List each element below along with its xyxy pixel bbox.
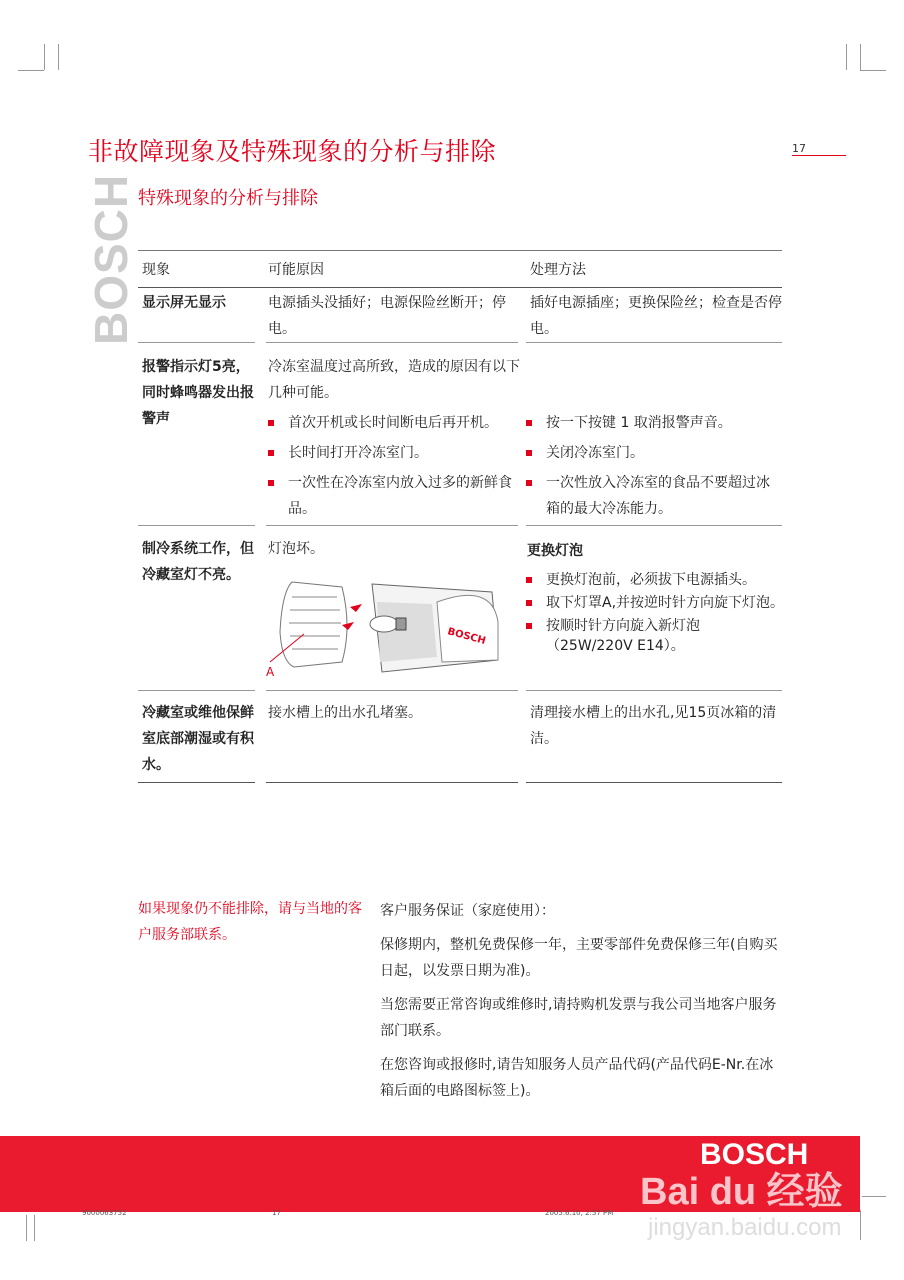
list-item <box>524 470 782 522</box>
list-item <box>266 470 520 522</box>
footer-code: 9000063752 <box>82 1209 127 1217</box>
item-text: 取下灯罩A,并按逆时针方向旋下灯泡。 <box>546 595 785 611</box>
header-symptom: 现象 <box>142 262 170 278</box>
bullet-icon <box>526 577 532 583</box>
list-item <box>266 440 520 466</box>
header-cause: 可能原因 <box>268 262 324 278</box>
item-text: 首次开机或长时间断电后再开机。 <box>288 415 498 431</box>
solution-list <box>524 410 782 526</box>
row-rule <box>266 690 518 691</box>
crop-mark <box>18 70 44 71</box>
header-rule <box>138 287 782 288</box>
list-item <box>524 616 786 656</box>
footer-logo: BOSCH <box>700 1138 809 1171</box>
solution-text: 清理接水槽上的出水孔,见15页冰箱的清洁。 <box>530 705 777 747</box>
bullet-icon <box>526 420 532 426</box>
cause-text: 灯泡坏。 <box>268 541 324 557</box>
bullet-icon <box>526 600 532 606</box>
bullet-icon <box>526 450 532 456</box>
crop-mark <box>44 44 45 70</box>
list-item <box>524 410 782 436</box>
figure-label: A <box>266 665 275 679</box>
symptom-text: 制冷系统工作，但冷藏室灯不亮。 <box>142 541 254 583</box>
symptom-text: 报警指示灯5亮，同时蜂鸣器发出报警声 <box>142 359 254 427</box>
bullet-icon <box>268 450 274 456</box>
service-paragraph: 保修期内，整机免费保修一年，主要零部件免费保修三年(自购买日起，以发票日期为准)。 <box>380 937 778 979</box>
crop-mark <box>26 1215 27 1241</box>
service-paragraph: 当您需要正常咨询或维修时,请持购机发票与我公司当地客户服务部门联系。 <box>380 997 777 1039</box>
illustration-brand: BOSCH <box>446 626 487 648</box>
item-text: 关闭冷冻室门。 <box>546 445 644 461</box>
service-paragraph: 在您咨询或报修时,请告知服务人员产品代码(产品代码E-Nr.在冰箱后面的电路图标签上)。 <box>380 1057 774 1099</box>
crop-mark <box>860 1210 861 1240</box>
solution-text: 插好电源插座；更换保险丝；检查是否停电。 <box>530 295 782 337</box>
list-item <box>266 410 520 436</box>
row-rule <box>266 342 518 343</box>
item-text: 按顺时针方向旋入新灯泡（25W/220V E14）。 <box>546 618 700 654</box>
bullet-icon <box>526 480 532 486</box>
crop-mark <box>860 70 886 71</box>
solution-title: 更换灯泡 <box>527 543 583 559</box>
solution-list <box>524 570 786 659</box>
watermark-url: jingyan.baidu.com <box>648 1214 842 1241</box>
watermark: Bai du 经验 <box>640 1171 843 1213</box>
lamp-cover-illustration <box>262 562 512 682</box>
item-text: 一次性放入冷冻室的食品不要超过冰箱的最大冷冻能力。 <box>546 475 770 517</box>
row-rule <box>138 690 255 691</box>
row-rule <box>138 525 255 526</box>
bullet-icon <box>526 623 532 629</box>
symptom-text: 显示屏无显示 <box>142 295 226 311</box>
header-solution: 处理方法 <box>530 262 586 278</box>
table-bottom-rule <box>138 782 255 783</box>
crop-mark <box>34 1215 35 1241</box>
bullet-icon <box>268 480 274 486</box>
service-title: 客户服务保证（家庭使用）： <box>380 903 555 919</box>
table-top-rule <box>138 250 782 251</box>
crop-mark <box>58 44 59 70</box>
cause-text: 接水槽上的出水孔堵塞。 <box>268 705 422 721</box>
section-subtitle: 特殊现象的分析与排除 <box>138 188 318 209</box>
item-text: 按一下按键 1 取消报警声音。 <box>546 415 732 431</box>
item-text: 更换灯泡前，必须拔下电源插头。 <box>546 572 756 588</box>
service-guarantee <box>380 898 784 1112</box>
page-title: 非故障现象及特殊现象的分析与排除 <box>88 137 497 166</box>
footer-page: 17 <box>272 1209 281 1217</box>
item-text: 长时间打开冷冻室门。 <box>288 445 428 461</box>
service-note: 如果现象仍不能排除，请与当地的客户服务部联系。 <box>138 901 362 943</box>
table-bottom-rule <box>266 782 518 783</box>
page-number-rule <box>792 155 846 156</box>
row-rule <box>526 690 782 691</box>
table-bottom-rule <box>526 782 782 783</box>
bullet-icon <box>268 420 274 426</box>
list-item <box>524 593 786 613</box>
list-item <box>524 440 782 466</box>
list-item <box>524 570 786 590</box>
vertical-brand-logo: BOSCH <box>85 173 137 345</box>
crop-mark <box>860 44 861 70</box>
row-rule <box>526 342 782 343</box>
item-text: 一次性在冷冻室内放入过多的新鲜食品。 <box>288 475 512 517</box>
cause-list <box>266 410 520 526</box>
crop-mark <box>862 1196 886 1197</box>
cause-text: 冷冻室温度过高所致，造成的原因有以下几种可能。 <box>268 359 520 401</box>
crop-mark <box>846 44 847 70</box>
row-rule <box>138 342 255 343</box>
page-number: 17 <box>792 142 806 155</box>
footer-timestamp: 2005.6.10, 2:57 PM <box>545 1209 614 1217</box>
symptom-text: 冷藏室或维他保鲜室底部潮湿或有积水。 <box>142 705 254 773</box>
cause-text: 电源插头没插好；电源保险丝断开；停电。 <box>268 295 506 337</box>
